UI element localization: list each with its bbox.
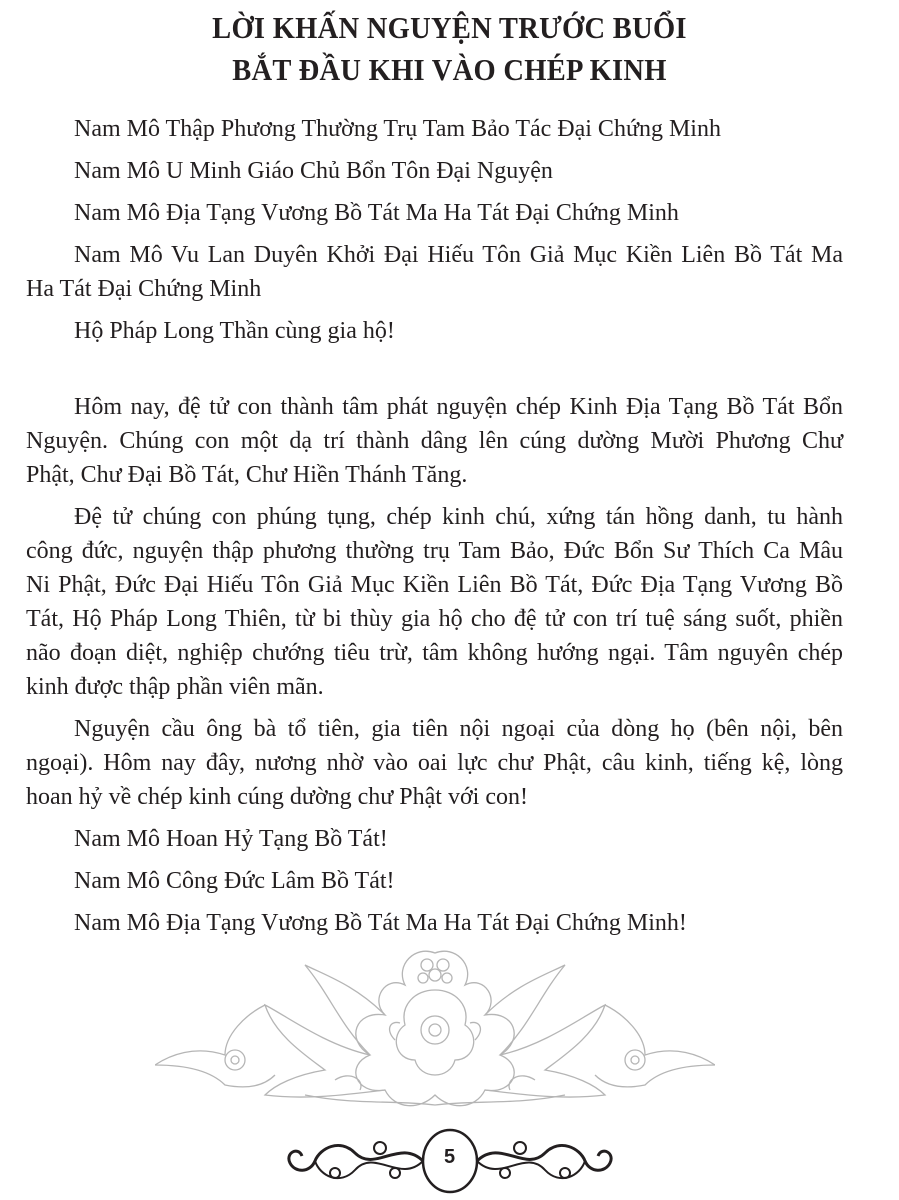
paragraph [26, 196, 843, 230]
paragraph [26, 390, 843, 492]
text-line: hoan hỷ về chép kinh cúng dường chư Phật với con! [26, 784, 528, 810]
paragraph [26, 906, 843, 940]
paragraph [26, 864, 843, 898]
page-number: 5 [443, 1146, 456, 1168]
text-line: ngoại). Hôm nay đây, nương nhờ vào oai lực chư Phật, câu kinh, tiếng kệ, lòng [26, 750, 843, 776]
text-line: Tát, Hộ Pháp Long Thiên, từ bi thùy gia hộ cho đệ tử con trí tuệ sáng suốt, phiền [26, 606, 843, 632]
text-line: kinh được thập phần viên mãn. [26, 674, 324, 700]
paragraph [26, 238, 843, 306]
text-line: Nam Mô Vu Lan Duyên Khởi Đại Hiếu Tôn Giả Mục Kiền Liên Bồ Tát Ma [74, 242, 843, 268]
text-line: Nam Mô Địa Tạng Vương Bồ Tát Ma Ha Tát Đại Chứng Minh [74, 200, 679, 226]
text-line: Nguyện. Chúng con một dạ trí thành dâng lên cúng dường Mười Phương Chư [26, 428, 843, 454]
text-line: Nam Mô U Minh Giáo Chủ Bổn Tôn Đại Nguyện [74, 158, 553, 184]
lotus-ornament-icon [155, 945, 715, 1115]
paragraph [26, 154, 843, 188]
spacer [26, 356, 843, 390]
text-line: Ha Tát Đại Chứng Minh [26, 276, 262, 302]
paragraph [26, 500, 843, 704]
paragraph [26, 712, 843, 814]
text-line: Nam Mô Địa Tạng Vương Bồ Tát Ma Ha Tát Đại Chứng Minh! [74, 910, 687, 936]
text-line: Nam Mô Hoan Hỷ Tạng Bồ Tát! [74, 826, 388, 852]
paragraph [26, 314, 843, 348]
text-line: não đoạn diệt, nghiệp chướng tiêu trừ, tâm không hướng ngại. Tâm nguyên chép [26, 640, 843, 666]
text-line: Hôm nay, đệ tử con thành tâm phát nguyện chép Kinh Địa Tạng Bồ Tát Bổn [74, 394, 843, 420]
prayer-text [26, 112, 843, 948]
paragraph [26, 112, 843, 146]
text-line: Phật, Chư Đại Bồ Tát, Chư Hiền Thánh Tăng. [26, 462, 468, 488]
text-line: Nguyện cầu ông bà tổ tiên, gia tiên nội ngoại của dòng họ (bên nội, bên [74, 716, 843, 742]
text-line: Đệ tử chúng con phúng tụng, chép kinh chú, xứng tán hồng danh, tu hành [74, 504, 843, 530]
text-line: Nam Mô Thập Phương Thường Trụ Tam Bảo Tác Đại Chứng Minh [74, 116, 721, 142]
page-title-line-2: BẮT ĐẦU KHI VÀO CHÉP KINH [232, 52, 667, 87]
text-line: Hộ Pháp Long Thần cùng gia hộ! [74, 318, 395, 344]
text-line: công đức, nguyện thập phương thường trụ Tam Bảo, Đức Bổn Sư Thích Ca Mâu [26, 538, 843, 564]
text-line: Ni Phật, Đức Đại Hiếu Tôn Giả Mục Kiền Liên Bồ Tát, Đức Địa Tạng Vương Bồ [26, 572, 843, 598]
text-line: Nam Mô Công Đức Lâm Bồ Tát! [74, 868, 395, 894]
page-title-line-1: LỜI KHẤN NGUYỆN TRƯỚC BUỔI [212, 10, 687, 45]
paragraph [26, 822, 843, 856]
